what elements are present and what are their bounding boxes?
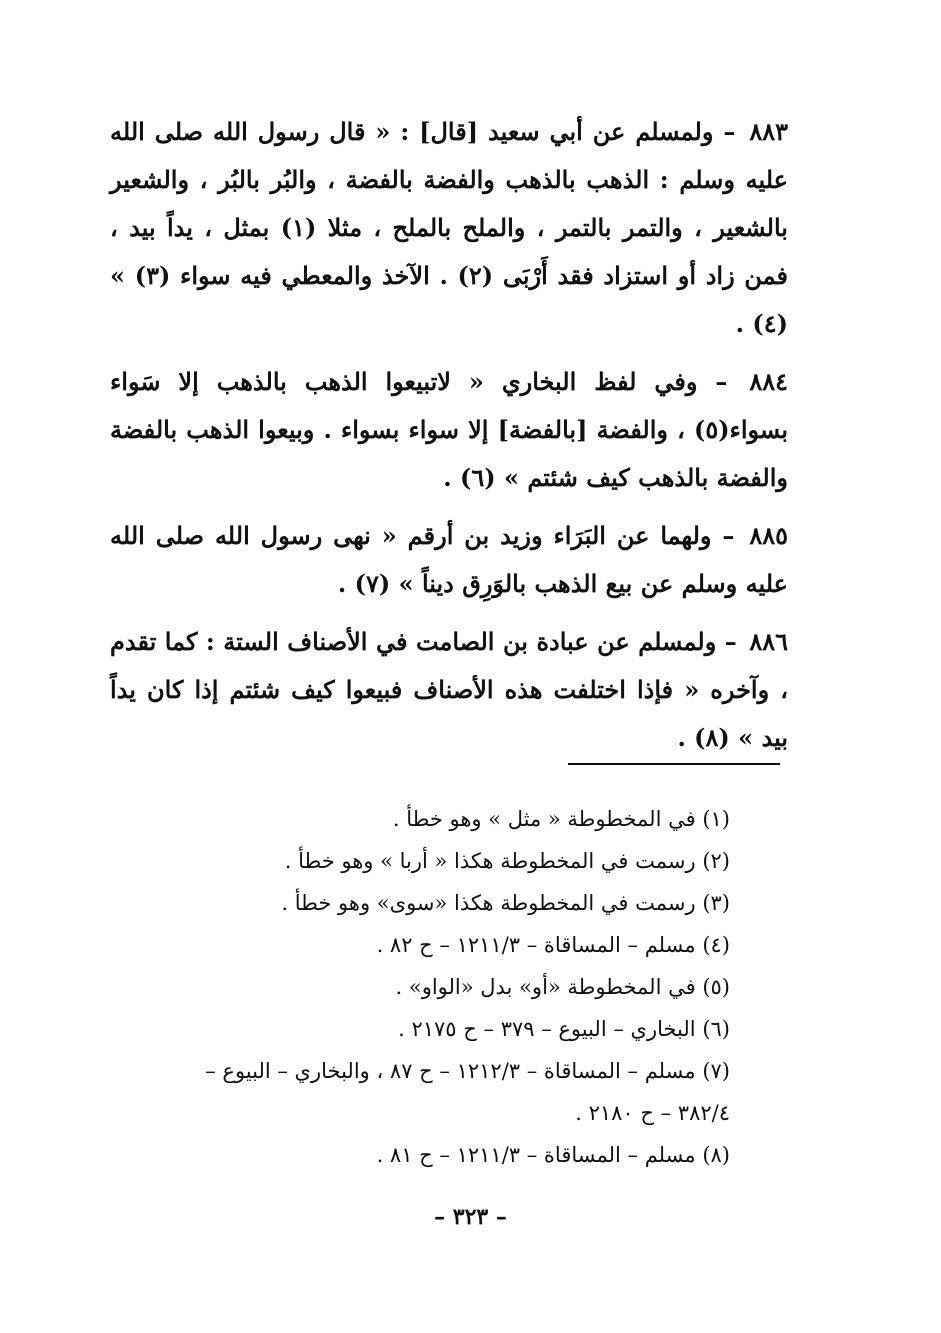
hadith-text: – وفي لفظ البخاري « لاتبيعوا الذهب بالذهب إلا سَواء بسواء(٥) ، والفضة [بالفضة] إلا سواء بسواء . وبيعوا الذهب بالفضة والفضة بالذهب كيف شئتم » (٦) . (110, 367, 788, 492)
footnote-text: في المخطوطة «أو» بدل «الواو» . (395, 975, 696, 999)
footnote-marker: (٣) (702, 891, 730, 915)
footnote-7 (110, 1050, 730, 1092)
footnote-marker: (٨) (702, 1143, 730, 1167)
footnote-4 (110, 924, 730, 966)
footnote-marker: (٦) (702, 1017, 730, 1041)
hadith-text: – ولمسلم عن عبادة بن الصامت في الأصناف الستة : كما تقدم ، وآخره « فإذا اختلفت هذه الأصناف فبيعوا كيف شئتم إذا كان يداً بيد » (٨) . (110, 627, 788, 752)
hadith-number: ٨٨٣ (749, 117, 788, 146)
footnote-text: رسمت في المخطوطة هكذا «سوى» وهو خطأ . (281, 891, 696, 915)
footnote-8 (110, 1134, 730, 1176)
hadith-number: ٨٨٥ (749, 521, 789, 550)
footnote-marker: (٧) (702, 1059, 730, 1083)
footnote-2 (110, 840, 730, 882)
hadith-885 (110, 512, 788, 608)
footnote-text: رسمت في المخطوطة هكذا « أربا » وهو خطأ . (284, 849, 696, 873)
footnote-marker: (١) (702, 807, 730, 831)
hadith-883 (110, 108, 788, 348)
footnote-5 (110, 966, 730, 1008)
hadith-number: ٨٨٤ (749, 367, 789, 396)
page-number: – ٣٢٣ – (434, 1204, 507, 1230)
footnote-text: في المخطوطة « مثل » وهو خطأ . (392, 807, 696, 831)
footnote-7-continuation (110, 1092, 730, 1134)
footnote-marker: (٤) (702, 933, 730, 957)
footnote-divider (568, 763, 780, 765)
footnote-marker: (٥) (702, 975, 730, 999)
footnote-text: ٣٨٢/٤ – ح ٢١٨٠ . (575, 1101, 730, 1125)
footnote-text: مسلم – المساقاة – ١٢١١/٣ – ح ٨١ . (376, 1143, 696, 1167)
footnote-text: مسلم – المساقاة – ١٢١١/٣ – ح ٨٢ . (376, 933, 696, 957)
footnote-6 (110, 1008, 730, 1050)
footnotes (110, 798, 730, 1176)
footnote-1 (110, 798, 730, 840)
footnote-3 (110, 882, 730, 924)
main-text (110, 108, 788, 772)
footnote-text: البخاري – البيوع – ٣٧٩ – ح ٢١٧٥ . (398, 1017, 696, 1041)
hadith-number: ٨٨٦ (749, 627, 788, 656)
hadith-886 (110, 618, 788, 762)
hadith-text: – ولهما عن البَرَاء وزيد بن أرقم « نهى رسول الله صلى الله عليه وسلم عن بيع الذهب بالوَرِق ديناً » (٧) . (110, 521, 788, 598)
footnote-text: مسلم – المساقاة – ١٢١٢/٣ – ح ٨٧ ، والبخاري – البيوع – (205, 1059, 696, 1083)
hadith-text: – ولمسلم عن أبي سعيد [قال] : « قال رسول الله صلى الله عليه وسلم : الذهب بالذهب والفضة بالفضة ، والبُر بالبُر ، والشعير بالشعير ، والتمر بالتمر ، والملح بالملح ، مثلا (١) بمثل ، يداً بيد ، فمن زاد أو استزاد فقد أَرْبَى (٢) . الآخذ والمعطي فيه سواء (٣) » (٤) . (110, 117, 788, 338)
hadith-884 (110, 358, 788, 502)
footnote-marker: (٢) (702, 849, 730, 873)
